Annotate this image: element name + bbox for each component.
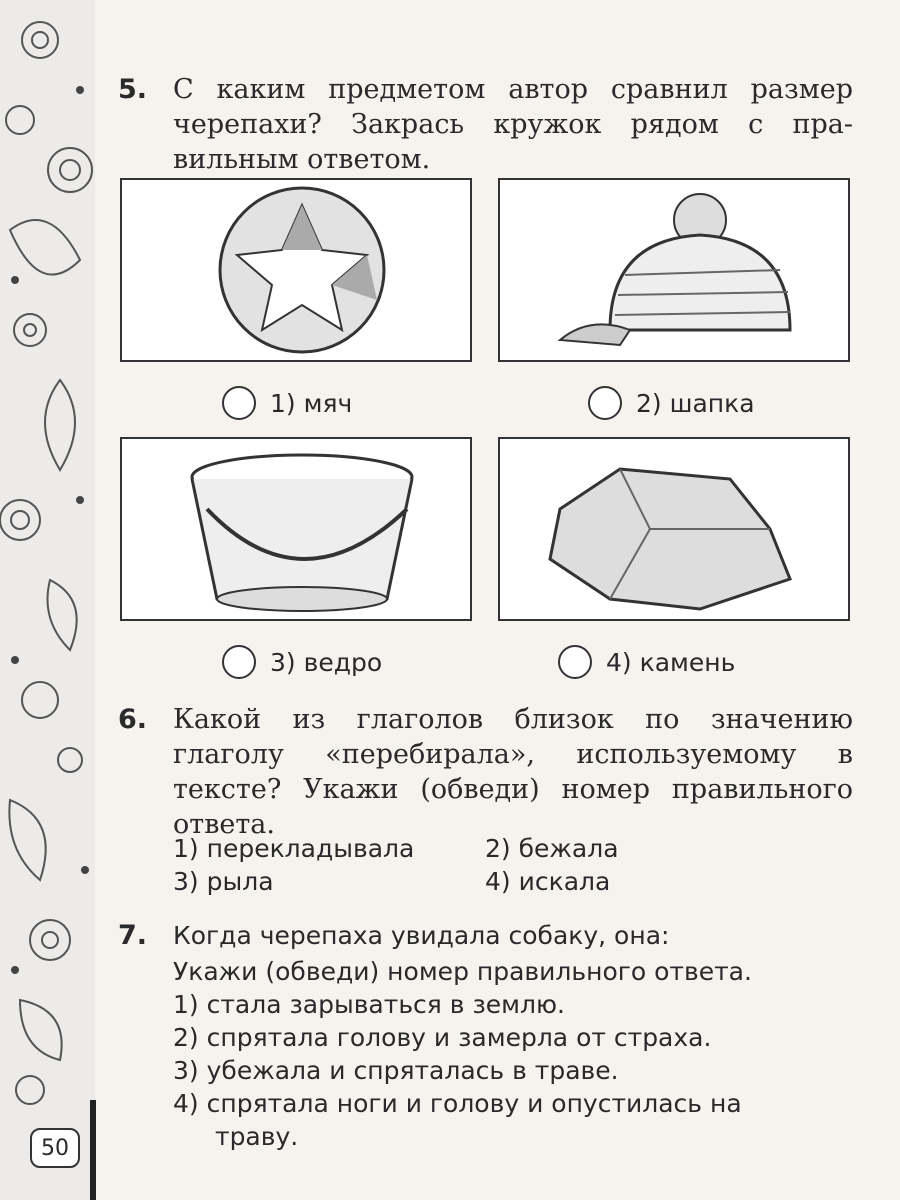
answer-option[interactable]: 1) стала зарываться в землю. xyxy=(173,990,565,1019)
option-label: 1) мяч xyxy=(270,388,353,418)
decorative-border xyxy=(0,0,95,1200)
question-text: вильным ответом. xyxy=(173,144,431,175)
answer-circle[interactable] xyxy=(588,386,622,420)
answer-circle[interactable] xyxy=(222,645,256,679)
question-text: С каким предметом автор сравнил размер xyxy=(173,74,853,105)
answer-circle[interactable] xyxy=(222,386,256,420)
question-text: глаголу «перебирала», используемому в xyxy=(173,739,853,770)
question-text: ответа. xyxy=(173,809,275,840)
answer-option[interactable]: 3) рыла xyxy=(173,867,274,896)
bucket-picture xyxy=(120,437,472,621)
option-bucket[interactable] xyxy=(222,645,382,679)
answer-option[interactable]: 1) перекладывала xyxy=(173,834,415,863)
answer-option[interactable]: 4) искала xyxy=(485,867,611,896)
answer-circle[interactable] xyxy=(558,645,592,679)
question-text: тексте? Укажи (обведи) номер правильного xyxy=(173,774,853,805)
answer-option[interactable]: 3) убежала и спряталась в траве. xyxy=(173,1056,619,1085)
option-label: 3) ведро xyxy=(270,647,383,677)
question-text: черепахи? Закрась кружок рядом с пра- xyxy=(173,109,853,140)
hat-icon xyxy=(500,180,848,360)
option-hat[interactable] xyxy=(588,386,755,420)
answer-option[interactable]: 4) спрятала ноги и голову и опустилась на xyxy=(173,1089,742,1118)
ball-icon xyxy=(122,180,470,360)
option-label: 4) камень xyxy=(606,647,736,677)
stone-icon xyxy=(500,439,848,619)
question-number: 7. xyxy=(118,920,148,951)
bucket-icon xyxy=(122,439,470,619)
floral-pattern-icon xyxy=(0,0,95,1200)
hat-picture xyxy=(498,178,850,362)
question-number: 5. xyxy=(118,74,148,105)
option-stone[interactable] xyxy=(558,645,735,679)
ball-picture xyxy=(120,178,472,362)
question-text: Какой из глаголов близок по значению xyxy=(173,704,853,735)
page-number: 50 xyxy=(30,1128,80,1168)
stone-picture xyxy=(498,437,850,621)
page-rule xyxy=(90,1100,96,1200)
instruction-text: Укажи (обведи) номер правильного ответа. xyxy=(173,957,752,986)
option-ball[interactable] xyxy=(222,386,352,420)
answer-option[interactable]: 2) спрятала голову и замерла от страха. xyxy=(173,1023,712,1052)
question-text: Когда черепаха увидала собаку, она: xyxy=(173,921,670,950)
answer-option[interactable]: 2) бежала xyxy=(485,834,619,863)
option-label: 2) шапка xyxy=(636,388,755,418)
answer-option-continuation: траву. xyxy=(215,1122,299,1151)
question-number: 6. xyxy=(118,704,148,735)
